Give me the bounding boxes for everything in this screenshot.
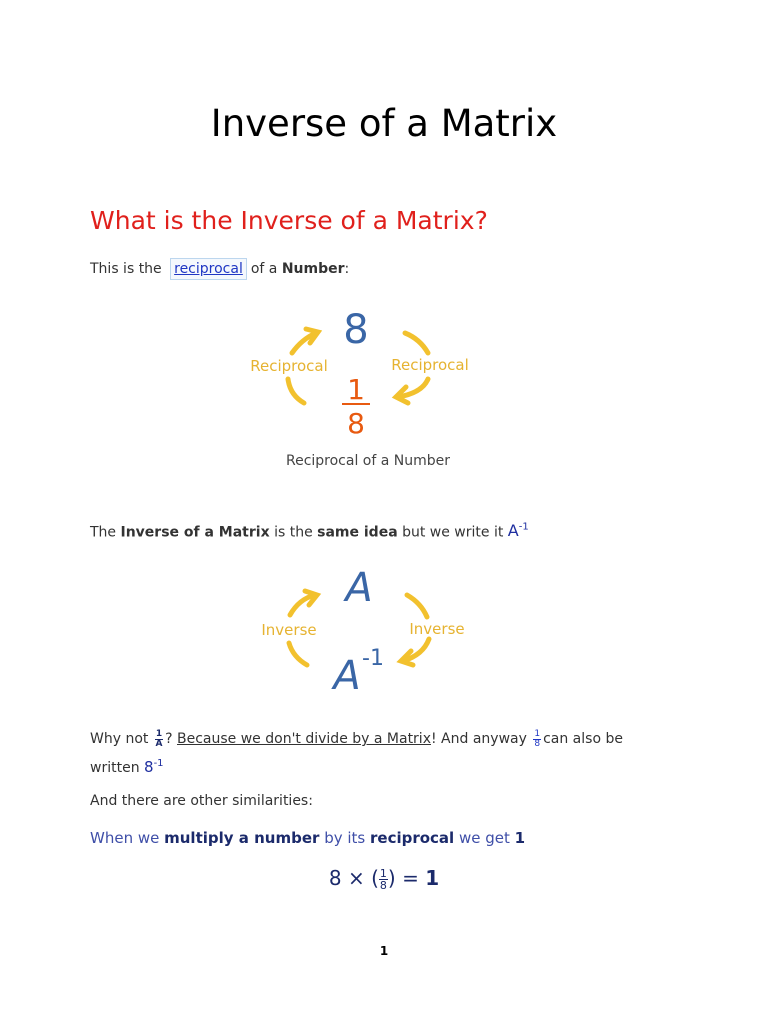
inv-arrow-top-right: [407, 595, 427, 617]
para3-p2: ?: [165, 731, 173, 747]
para5-bold2: reciprocal: [370, 829, 455, 847]
arrow-top-right: [405, 333, 428, 353]
divide-note: Because we don't divide by a Matrix: [177, 731, 431, 747]
para3-p4: can also be: [543, 731, 623, 747]
frac2-den: 8: [534, 738, 541, 749]
para5-bold3: 1: [514, 829, 526, 847]
label-inverse-right: Inverse: [409, 620, 465, 638]
paragraph-why-not-line2: [90, 752, 164, 780]
matrix-a-inverse: A: [333, 653, 361, 699]
inv-arrow-bottom-left: [289, 643, 307, 665]
equation-result: 1: [425, 866, 440, 890]
section-heading: What is the Inverse of a Matrix?: [90, 206, 488, 235]
fraction-denominator: 8: [347, 407, 365, 440]
reciprocal-link[interactable]: reciprocal: [174, 261, 243, 277]
fraction-one-over-a: [155, 730, 163, 749]
inverse-symbol: [508, 521, 529, 540]
frac1-den: A: [155, 738, 163, 749]
para3-line2: written: [90, 760, 140, 776]
reciprocal-diagram: [230, 295, 490, 480]
para2-p3: but we write it: [402, 524, 504, 541]
equation: [0, 866, 768, 891]
paragraph-why-not: [90, 727, 623, 751]
para3-p3: ! And anyway: [430, 731, 527, 747]
fraction-one-over-eight: [533, 730, 541, 749]
para5-p3: we get: [458, 829, 510, 847]
label-inverse-left: Inverse: [261, 621, 317, 639]
page-title: Inverse of a Matrix: [210, 102, 558, 145]
para1-suffix: :: [344, 261, 350, 277]
para5-bold1: multiply a number: [164, 829, 320, 847]
para1-mid: of a: [250, 261, 278, 277]
paragraph-inverse: [90, 516, 529, 544]
eight-inverse-sup: -1: [153, 758, 164, 769]
equation-frac-den: 8: [379, 879, 387, 892]
number-eight: 8: [343, 307, 369, 353]
para2-bold2: same idea: [317, 524, 398, 541]
para3-p1: Why not: [90, 731, 149, 747]
equation-frac-num: 1: [379, 867, 387, 880]
eight-inverse: [144, 758, 164, 776]
inverse-diagram: [235, 555, 495, 705]
para5-p2: by its: [324, 829, 366, 847]
eight-inverse-base: 8: [144, 758, 154, 776]
arrow-bottom-left: [288, 379, 304, 403]
open-paren: (: [371, 866, 379, 890]
reciprocal-link-box[interactable]: [170, 258, 247, 280]
paragraph-multiply: [90, 826, 525, 850]
para2-bold1: Inverse of a Matrix: [120, 524, 270, 541]
matrix-a: A: [345, 565, 373, 611]
frac2-num: 1: [534, 728, 541, 739]
para2-p1: The: [90, 524, 117, 541]
frac1-num: 1: [155, 728, 163, 739]
para2-p2: is the: [274, 524, 313, 541]
figure-caption: Reciprocal of a Number: [285, 453, 451, 469]
inverse-symbol-base: A: [507, 521, 519, 541]
equation-eq: =: [402, 866, 419, 890]
para1-bold: Number: [281, 261, 345, 277]
label-reciprocal-left: Reciprocal: [250, 357, 328, 375]
inverse-symbol-sup: -1: [518, 522, 529, 533]
page-number: 1: [379, 944, 389, 958]
close-paren: ): [387, 866, 396, 890]
fraction-numerator: 1: [347, 373, 365, 406]
para5-p1: When we: [90, 829, 160, 847]
equation-fraction: [379, 868, 388, 891]
paragraph-similarities: And there are other similarities:: [90, 793, 313, 809]
matrix-a-inverse-sup: -1: [362, 646, 384, 671]
paragraph-reciprocal: [90, 257, 349, 281]
para1-prefix: This is the: [90, 261, 162, 277]
equation-lhs: 8 ×: [328, 866, 365, 890]
label-reciprocal-right: Reciprocal: [391, 356, 469, 374]
